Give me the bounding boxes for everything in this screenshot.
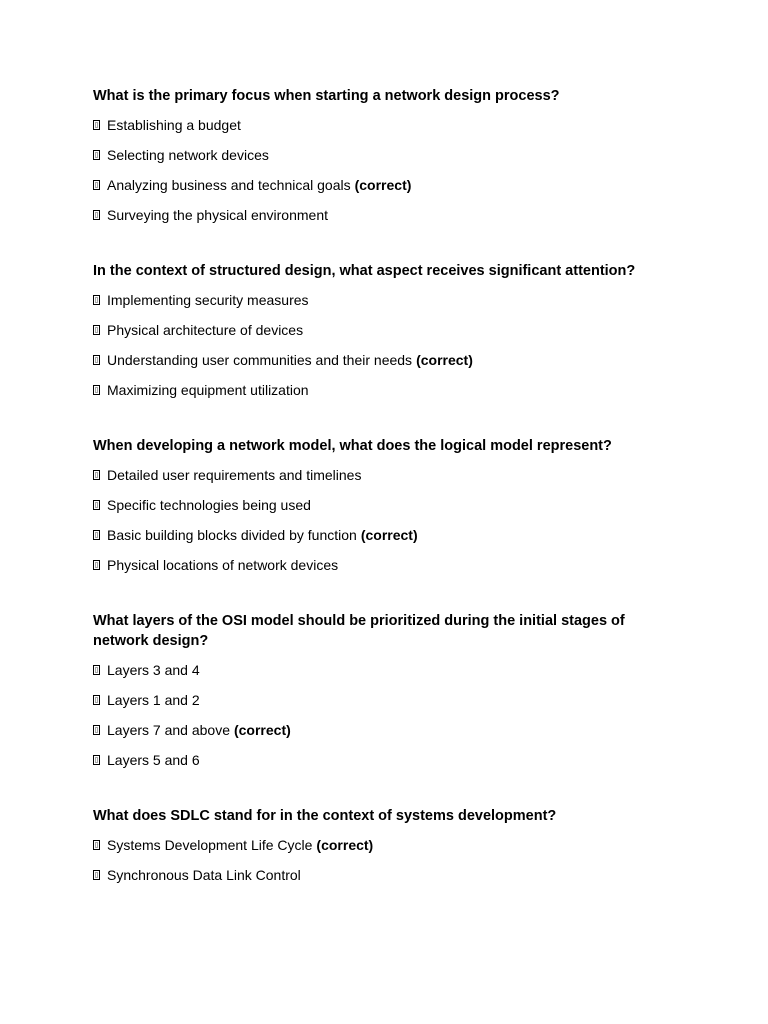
missing-glyph-icon [93,210,100,220]
option-text: Implementing security measures [107,292,309,308]
option-text: Surveying the physical environment [107,207,329,223]
answer-option [93,690,673,710]
question-text: When developing a network model, what does the logical model represent? [93,438,612,454]
correct-marker: (correct) [316,837,374,853]
missing-glyph-icon [93,325,100,335]
option-text: Layers 5 and 6 [107,752,200,768]
question-block [93,806,673,885]
option-text: Detailed user requirements and timelines [107,467,362,483]
correct-marker: (correct) [354,177,412,193]
question-text: What layers of the OSI model should be prioritized during the initial stages of network design? [93,613,625,649]
answer-option [93,525,673,545]
question-block [93,261,673,400]
answer-option [93,320,673,340]
option-text: Systems Development Life Cycle [107,837,313,853]
missing-glyph-icon [93,150,100,160]
answer-option [93,350,673,370]
missing-glyph-icon [93,755,100,765]
answer-option [93,205,673,225]
missing-glyph-icon [93,840,100,850]
answer-option [93,115,673,135]
question-block [93,436,673,575]
correct-marker: (correct) [233,722,291,738]
missing-glyph-icon [93,295,100,305]
missing-glyph-icon [93,385,100,395]
answer-option [93,145,673,165]
missing-glyph-icon [93,180,100,190]
answer-option [93,865,673,885]
question-text: In the context of structured design, what aspect receives significant attention? [93,263,636,279]
correct-marker: (correct) [416,352,473,368]
option-text: Maximizing equipment utilization [107,382,309,398]
option-text: Basic building blocks divided by function [107,527,357,543]
document-page [93,86,673,885]
missing-glyph-icon [93,500,100,510]
missing-glyph-icon [93,870,100,880]
option-text: Analyzing business and technical goals [107,177,351,193]
missing-glyph-icon [93,695,100,705]
question-block [93,611,673,770]
option-text: Selecting network devices [107,147,269,163]
question-text: What does SDLC stand for in the context of systems development? [93,808,557,824]
correct-marker: (correct) [360,527,418,543]
answer-option [93,290,673,310]
missing-glyph-icon [93,560,100,570]
option-text: Layers 3 and 4 [107,662,200,678]
answer-option [93,495,673,515]
answer-option [93,555,673,575]
option-text: Synchronous Data Link Control [107,867,301,883]
question-text: What is the primary focus when starting a network design process? [93,88,560,104]
answer-option [93,750,673,770]
option-text: Establishing a budget [107,117,241,133]
missing-glyph-icon [93,470,100,480]
answer-option [93,660,673,680]
option-text: Physical architecture of devices [107,322,304,338]
missing-glyph-icon [93,120,100,130]
option-text: Physical locations of network devices [107,557,339,573]
answer-option [93,720,673,740]
answer-option [93,465,673,485]
missing-glyph-icon [93,665,100,675]
missing-glyph-icon [93,725,100,735]
answer-option [93,175,673,195]
answer-option [93,835,673,855]
option-text: Layers 7 and above [107,722,230,738]
missing-glyph-icon [93,355,100,365]
question-block [93,86,673,225]
option-text: Specific technologies being used [107,497,311,513]
option-text: Understanding user communities and their needs [107,352,413,368]
missing-glyph-icon [93,530,100,540]
answer-option [93,380,673,400]
option-text: Layers 1 and 2 [107,692,200,708]
